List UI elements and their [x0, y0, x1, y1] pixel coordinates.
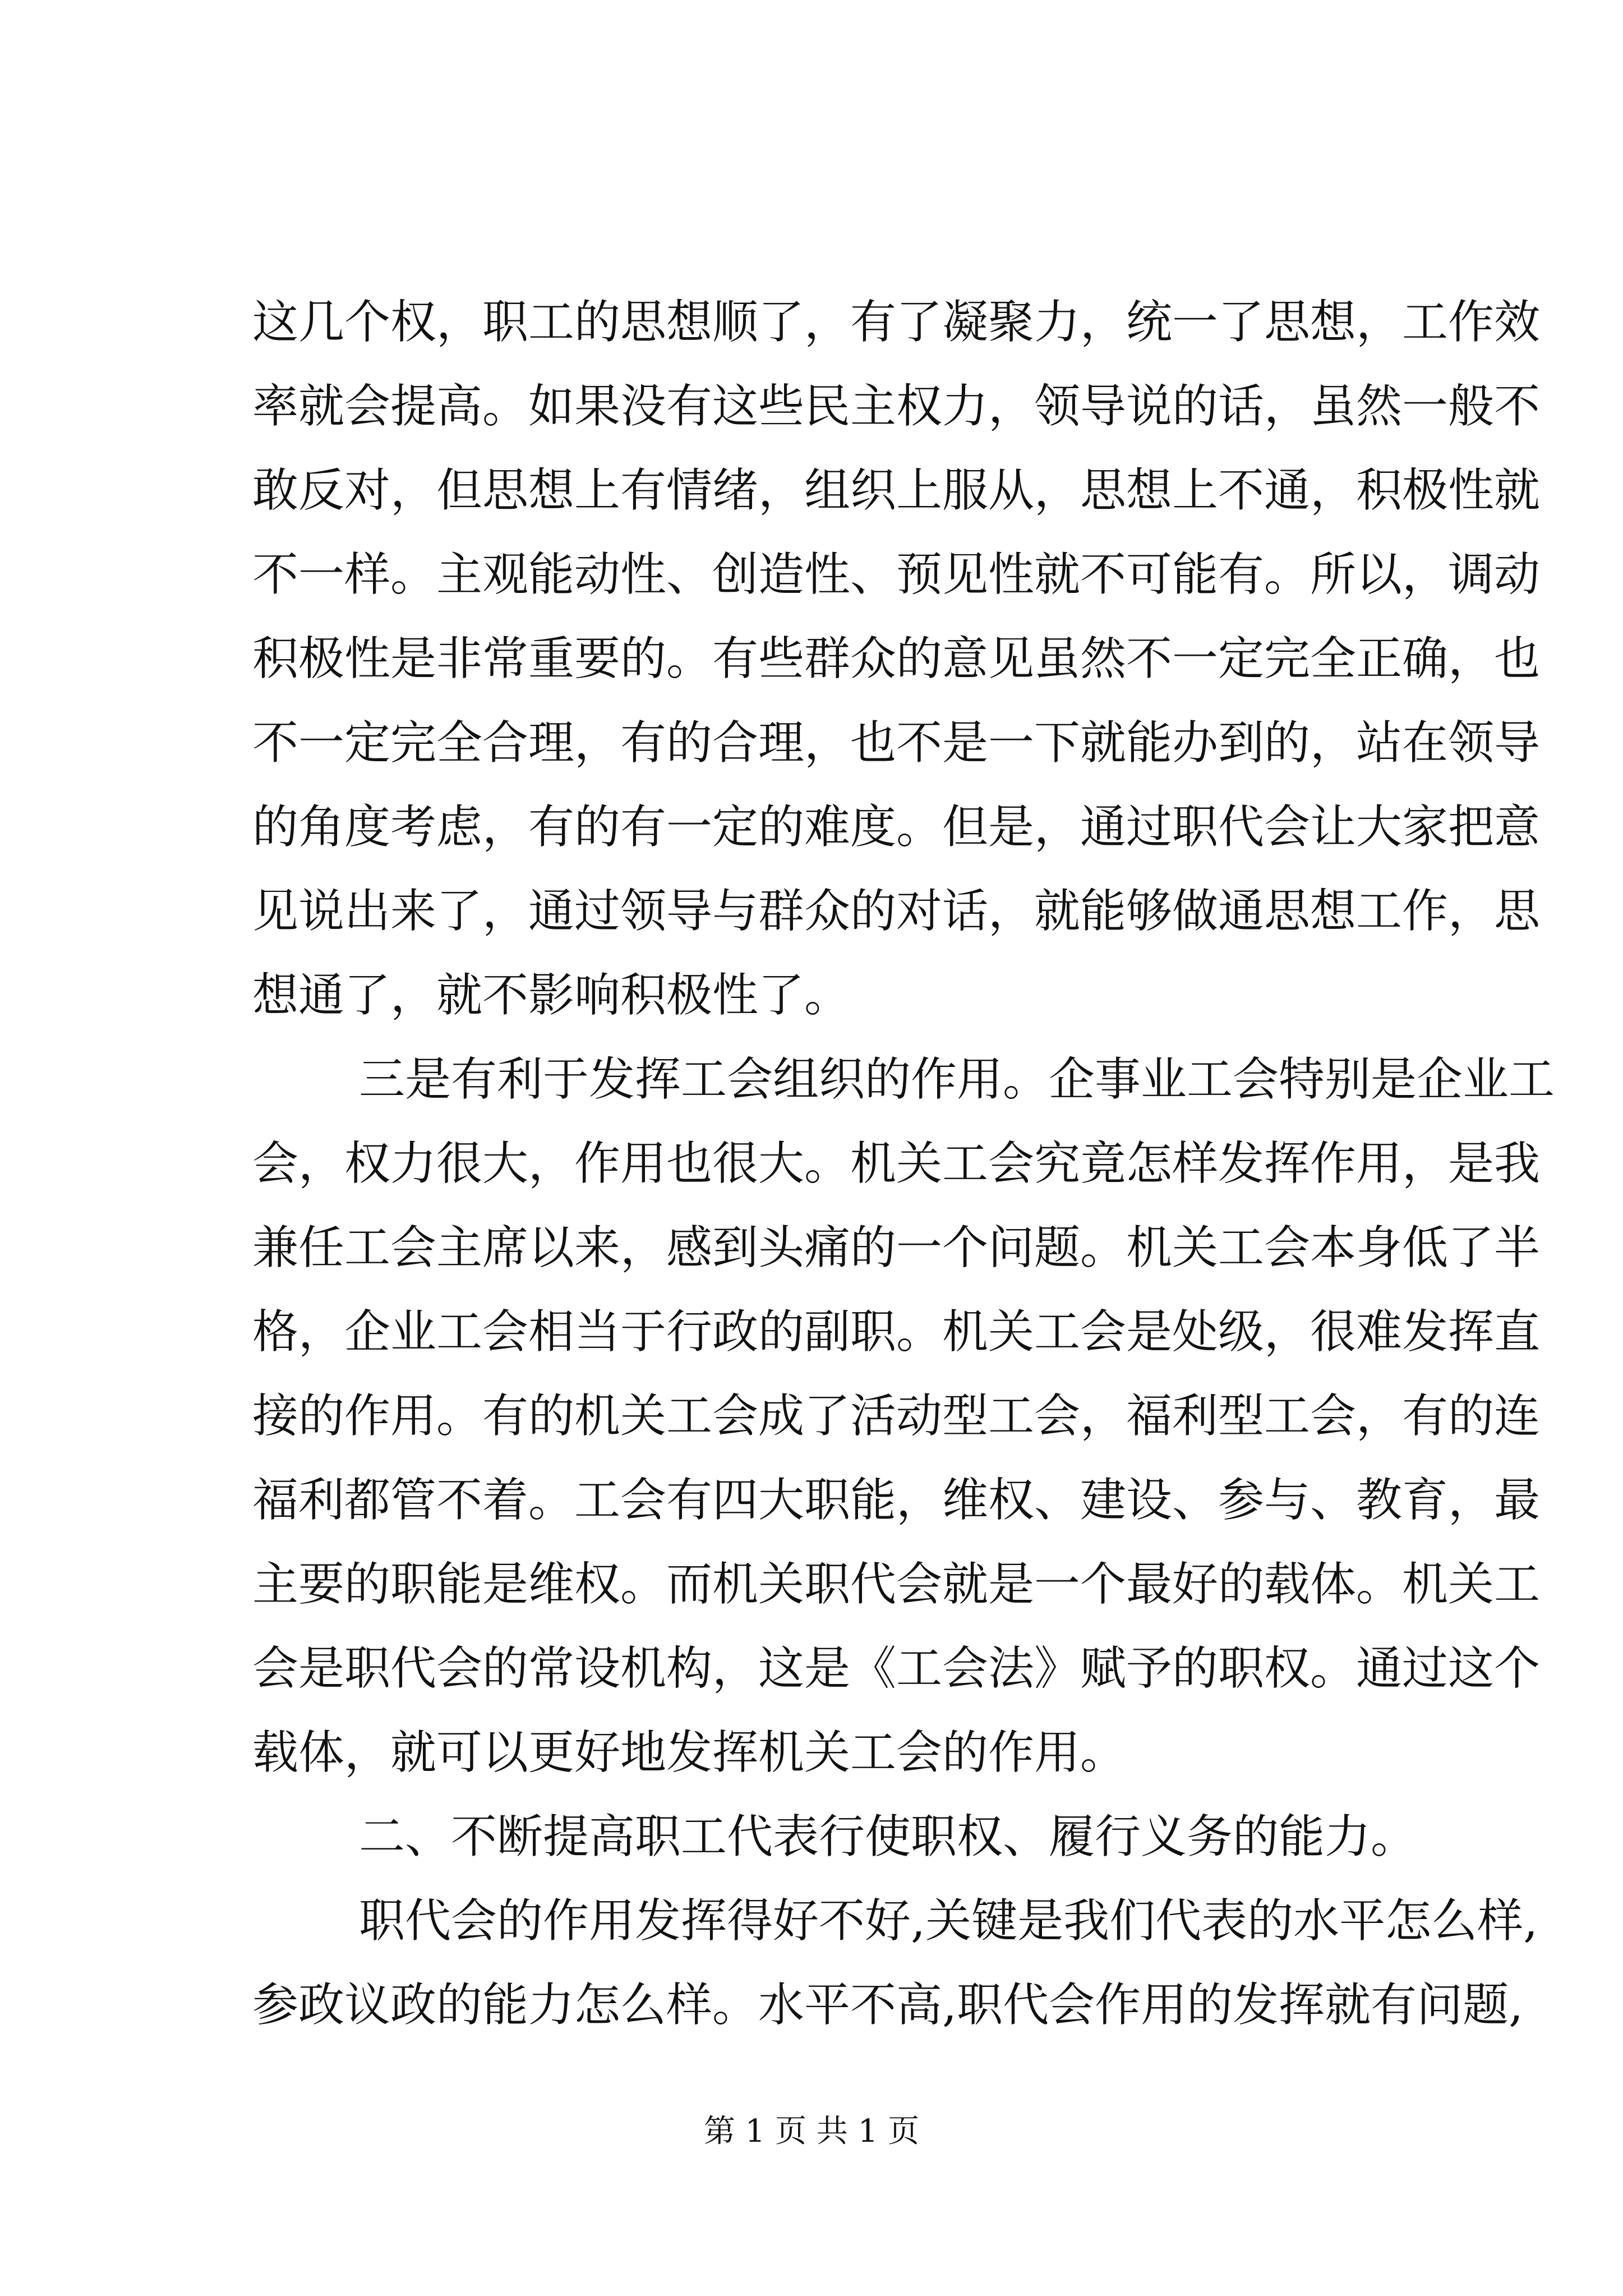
text-line: 不一定完全合理，有的合理，也不是一下就能办到的，站在领导: [252, 716, 1541, 770]
text-line: 率就会提高。如果没有这些民主权力，领导说的话，虽然一般不: [252, 380, 1541, 433]
text-line: 积极性是非常重要的。有些群众的意见虽然不一定完全正确，也: [252, 632, 1541, 685]
text-line: 的角度考虑，有的有一定的难度。但是，通过职代会让大家把意: [252, 800, 1541, 854]
text-line: 福利都管不着。工会有四大职能，维权、建设、参与、教育，最: [252, 1474, 1541, 1527]
text-line: 接的作用。有的机关工会成了活动型工会，福利型工会，有的连: [252, 1389, 1541, 1443]
text-line: 会是职代会的常设机构，这是《工会法》赋予的职权。通过这个: [252, 1642, 1541, 1695]
text-line: 见说出来了，通过领导与群众的对话，就能够做通思想工作，思: [252, 885, 1541, 938]
text-line: 敢反对，但思想上有情绪，组织上服从，思想上不通，积极性就: [252, 464, 1541, 517]
text-line: 兼任工会主席以来，感到头痛的一个问题。机关工会本身低了半: [252, 1221, 1541, 1274]
text-line: 这几个权，职工的思想顺了，有了凝聚力，统一了思想，工作效: [252, 296, 1541, 349]
text-line: 载体，就可以更好地发挥机关工会的作用。: [252, 1726, 1127, 1779]
text-line: 三是有利于发挥工会组织的作用。企事业工会特别是企业工: [359, 1053, 1555, 1106]
text-line: 二、不断提高职工代表行使职权、履行义务的能力。: [359, 1810, 1417, 1864]
text-line: 想通了，就不影响积极性了。: [252, 969, 851, 1022]
text-line: 参政议政的能力怎么样。水平不高,职代会作用的发挥就有问题,: [252, 1978, 1524, 2032]
text-line: 主要的职能是维权。而机关职代会就是一个最好的载体。机关工: [252, 1558, 1541, 1611]
text-line: 不一样。主观能动性、创造性、预见性就不可能有。所以，调动: [252, 548, 1541, 601]
page-footer: 第 1 页 共 1 页: [703, 2113, 920, 2150]
text-line: 会，权力很大，作用也很大。机关工会究竟怎样发挥作用，是我: [252, 1137, 1541, 1190]
text-line: 职代会的作用发挥得好不好,关键是我们代表的水平怎么样,: [359, 1894, 1538, 1948]
text-line: 格，企业工会相当于行政的副职。机关工会是处级，很难发挥直: [252, 1305, 1541, 1359]
